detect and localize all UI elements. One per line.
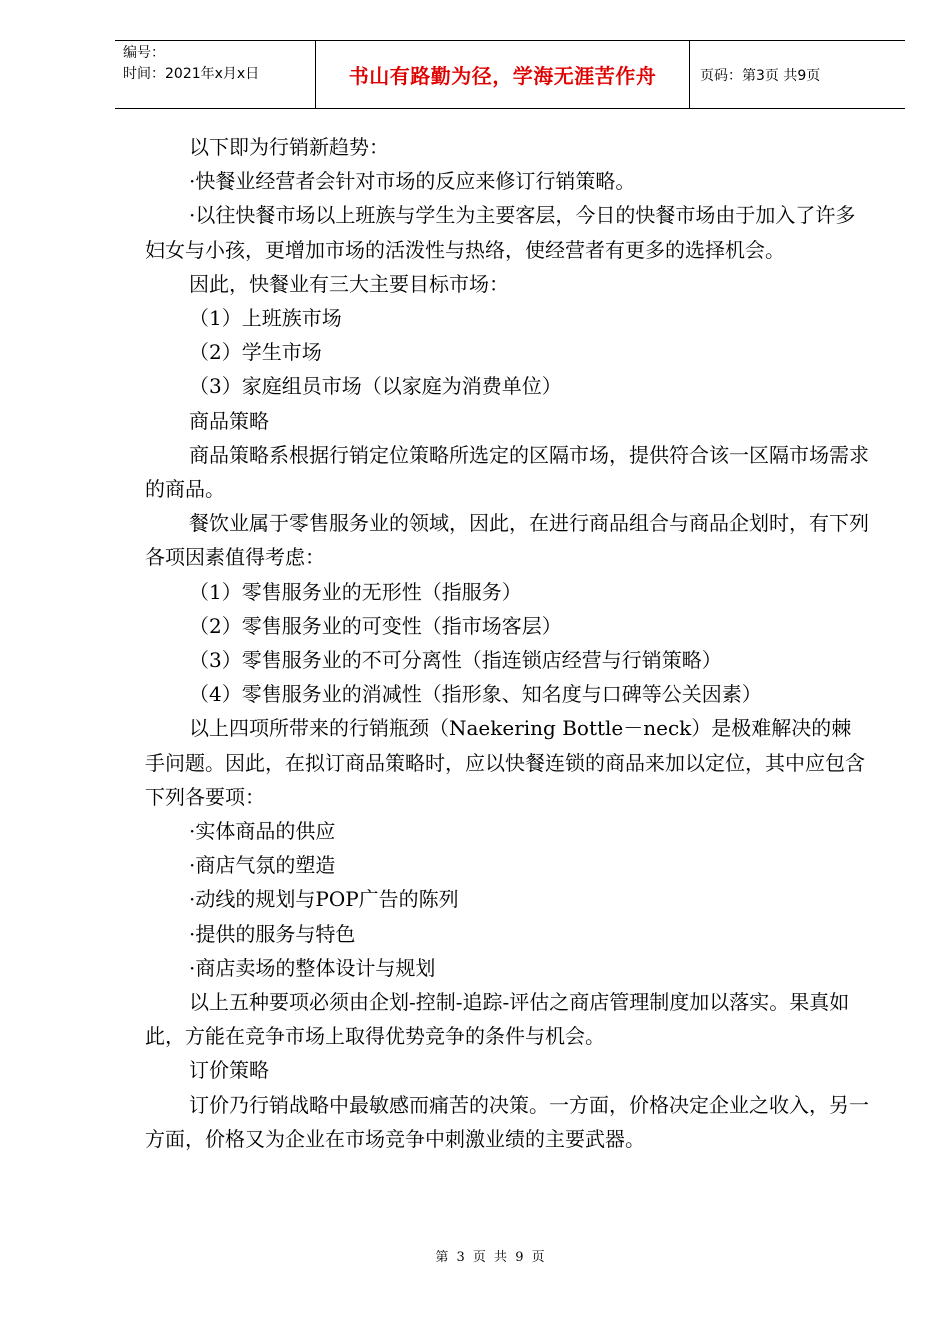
time-label: 时间：2021年x月x日 xyxy=(123,66,260,82)
bullet-item: ·快餐业经营者会针对市场的反应来修订行销策略。 xyxy=(189,169,636,194)
bullet-item: ·提供的服务与特色 xyxy=(189,921,356,946)
list-item: （3）零售服务业的不可分离性（指连锁店经营与行销策略） xyxy=(189,648,722,673)
list-item: （4）零售服务业的消减性（指形象、知名度与口碑等公关因素） xyxy=(189,682,762,707)
number-label: 编号： xyxy=(123,45,165,61)
paragraph: 订价乃行销战略中最敏感而痛苦的决策。一方面，价格决定企业之收入，另一方面，价格又为企业在市场竞争中刺激业绩的主要武器。 xyxy=(145,1092,869,1151)
list-item: （2）学生市场 xyxy=(189,340,322,365)
header-page-info: 页码：第3页 共9页 xyxy=(700,67,821,84)
section-heading: 商品策略 xyxy=(189,408,269,433)
paragraph: 以上五种要项必须由企划-控制-追踪-评估之商店管理制度加以落实。果真如此，方能在竞争市场上取得优势竞争的条件与机会。 xyxy=(145,990,850,1049)
page-header xyxy=(115,40,905,109)
bullet-item: ·动线的规划与POP广告的陈列 xyxy=(189,887,459,912)
page-footer: 第 3 页 共 9 页 xyxy=(435,1250,545,1265)
header-motto: 书山有路勤为径，学海无涯苦作舟 xyxy=(316,41,690,108)
paragraph: 餐饮业属于零售服务业的领域，因此，在进行商品组合与商品企划时，有下列各项因素值得考虑： xyxy=(145,511,869,570)
document-body xyxy=(145,130,869,1156)
bullet-item: ·实体商品的供应 xyxy=(189,819,336,844)
paragraph: 商品策略系根据行销定位策略所选定的区隔市场，提供符合该一区隔市场需求的商品。 xyxy=(145,442,869,502)
bullet-item: ·商店卖场的整体设计与规划 xyxy=(189,955,436,980)
section-heading: 订价策略 xyxy=(189,1058,269,1083)
paragraph: 以下即为行销新趋势： xyxy=(189,135,389,159)
paragraph: 因此，快餐业有三大主要目标市场： xyxy=(189,271,509,296)
list-item: （2）零售服务业的可变性（指市场客层） xyxy=(189,613,562,638)
list-item: （1）零售服务业的无形性（指服务） xyxy=(189,579,522,604)
bullet-item: ·商店气氛的塑造 xyxy=(189,853,336,878)
header-meta xyxy=(115,41,316,108)
paragraph: 以上四项所带来的行销瓶颈（Naekering Bottle－neck）是极难解决的棘手问题。因此，在拟订商品策略时，应以快餐连锁的商品来加以定位，其中应包含下列各要项： xyxy=(145,716,865,809)
list-item: （3）家庭组员市场（以家庭为消费单位） xyxy=(189,374,562,399)
list-item: （1）上班族市场 xyxy=(189,306,342,331)
bullet-item: ·以往快餐市场以上班族与学生为主要客层，今日的快餐市场由于加入了许多妇女与小孩，更增加市场的活泼性与热络，使经营者有更多的选择机会。 xyxy=(145,203,856,262)
